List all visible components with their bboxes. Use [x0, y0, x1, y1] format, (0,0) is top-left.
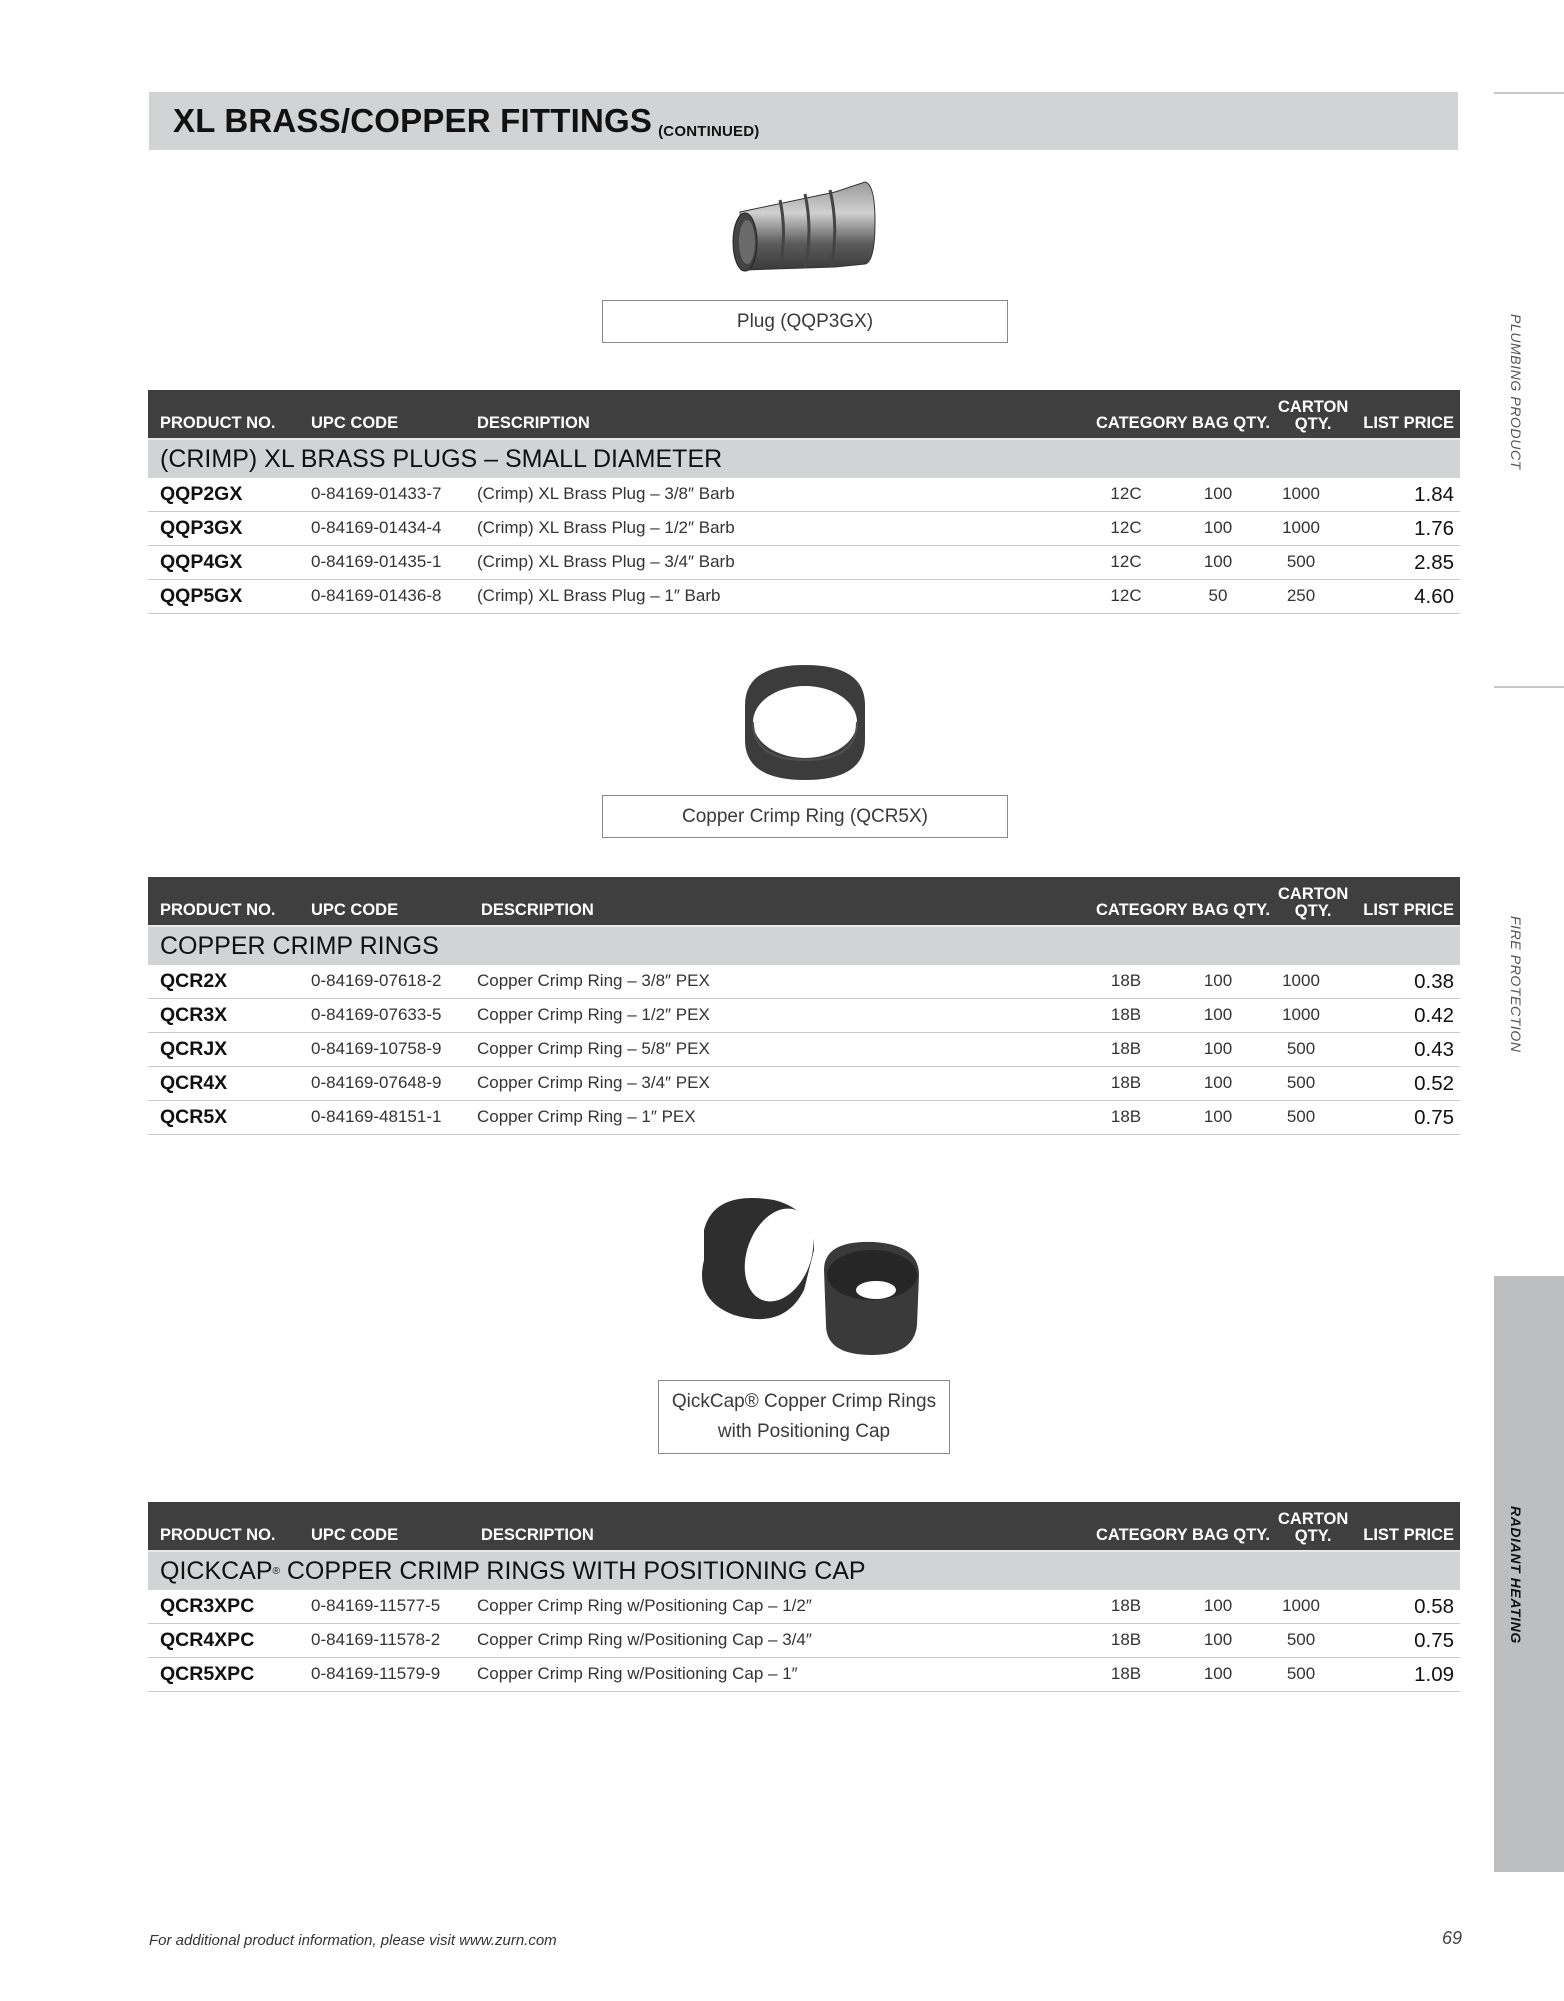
product-no: QCR2X: [160, 970, 228, 992]
list-price: 0.38: [1414, 970, 1454, 993]
product-no: QCR4X: [160, 1072, 228, 1094]
col-bag-qty: BAG QTY.: [1192, 1526, 1270, 1544]
page-title: [173, 102, 759, 140]
description: (Crimp) XL Brass Plug – 1/2″ Barb: [477, 518, 735, 537]
description: (Crimp) XL Brass Plug – 1″ Barb: [477, 586, 721, 605]
product-no: QQP5GX: [160, 585, 243, 607]
col-carton-qty-line2: QTY.: [1294, 902, 1332, 920]
caption-text: Plug (QQP3GX): [736, 310, 874, 332]
list-price: 1.76: [1414, 517, 1454, 540]
description: Copper Crimp Ring w/Positioning Cap – 1/2″: [477, 1596, 812, 1615]
upc-code: 0-84169-10758-9: [311, 1039, 442, 1058]
product-table-qickcap-rings: [148, 1502, 1460, 1692]
list-price: 0.42: [1414, 1004, 1454, 1027]
category: 18B: [1110, 1039, 1142, 1058]
page-number: 69: [1441, 1928, 1462, 1948]
carton-qty: 1000: [1282, 1005, 1320, 1024]
upc-code: 0-84169-07648-9: [311, 1073, 442, 1092]
section-title-brand: QICKCAP: [160, 1556, 273, 1585]
upc-code: 0-84169-07633-5: [311, 1005, 442, 1024]
upc-code: 0-84169-01433-7: [311, 484, 442, 503]
product-no: QQP4GX: [160, 551, 243, 573]
caption-text-line2: with Positioning Cap: [717, 1421, 891, 1442]
side-tab-divider: [1494, 92, 1564, 94]
figure-caption-plug: [602, 300, 1008, 343]
bag-qty: 100: [1203, 1005, 1233, 1024]
bag-qty: 100: [1203, 1664, 1233, 1683]
description: (Crimp) XL Brass Plug – 3/4″ Barb: [477, 552, 735, 571]
carton-qty: 500: [1286, 552, 1316, 571]
category: 18B: [1110, 1596, 1142, 1615]
col-category: CATEGORY: [1096, 414, 1188, 432]
category: 12C: [1110, 586, 1142, 605]
description: Copper Crimp Ring – 3/4″ PEX: [477, 1073, 710, 1092]
bag-qty: 100: [1203, 518, 1233, 537]
table-row: [148, 1101, 1460, 1135]
table-row: [148, 1658, 1460, 1692]
carton-qty: 1000: [1282, 518, 1320, 537]
upc-code: 0-84169-11579-9: [311, 1664, 441, 1683]
bag-qty: 100: [1203, 1073, 1233, 1092]
qickcap-rings-image: [684, 1180, 924, 1360]
col-upc-code: UPC CODE: [311, 414, 399, 432]
upc-code: 0-84169-01435-1: [311, 552, 442, 571]
carton-qty: 1000: [1282, 484, 1320, 503]
figure-caption-qickcap-rings: [658, 1380, 950, 1454]
side-tab-plumbing-product[interactable]: PLUMBING PRODUCT: [1508, 314, 1524, 470]
description: Copper Crimp Ring w/Positioning Cap – 1″: [477, 1664, 798, 1683]
list-price: 4.60: [1414, 585, 1454, 608]
carton-qty: 500: [1286, 1664, 1316, 1683]
registered-mark: ®: [272, 1565, 280, 1577]
upc-code: 0-84169-01434-4: [311, 518, 442, 537]
list-price: 0.75: [1414, 1106, 1454, 1129]
table-row: [148, 580, 1460, 614]
col-carton-qty: [1278, 886, 1348, 920]
caption-text-line1: QickCap® Copper Crimp Rings: [671, 1391, 937, 1412]
category: 18B: [1110, 1107, 1142, 1126]
category: 12C: [1110, 552, 1142, 571]
table-row: [148, 1624, 1460, 1658]
col-category: CATEGORY: [1096, 901, 1188, 919]
table-row: [148, 1033, 1460, 1067]
list-price: 0.52: [1414, 1072, 1454, 1095]
upc-code: 0-84169-01436-8: [311, 586, 442, 605]
upc-code: 0-84169-11577-5: [311, 1596, 441, 1615]
product-no: QQP2GX: [160, 483, 243, 505]
col-carton-qty-line1: CARTON: [1278, 885, 1349, 903]
col-carton-qty-line1: CARTON: [1278, 398, 1349, 416]
carton-qty: 250: [1286, 586, 1316, 605]
footer-note: For additional product information, please visit www.zurn.com: [149, 1932, 557, 1949]
list-price: 1.84: [1414, 483, 1454, 506]
category: 18B: [1110, 1005, 1142, 1024]
col-list-price: LIST PRICE: [1363, 901, 1454, 919]
product-no: QQP3GX: [160, 517, 243, 539]
description: (Crimp) XL Brass Plug – 3/8″ Barb: [477, 484, 735, 503]
product-no: QCR3X: [160, 1004, 228, 1026]
list-price: 0.75: [1414, 1629, 1454, 1652]
product-no: QCR5XPC: [160, 1663, 255, 1685]
page-title-continued: (CONTINUED): [658, 123, 760, 140]
brass-plug-image: [725, 172, 885, 292]
product-table-xl-brass-plugs: [148, 390, 1460, 614]
category: 12C: [1110, 484, 1142, 503]
side-tab-radiant-heating[interactable]: RADIANT HEATING: [1508, 1506, 1524, 1644]
table-header: [148, 877, 1460, 925]
carton-qty: 1000: [1282, 1596, 1320, 1615]
bag-qty: 100: [1203, 484, 1233, 503]
bag-qty: 50: [1208, 586, 1228, 605]
list-price: 0.43: [1414, 1038, 1454, 1061]
product-no: QCR4XPC: [160, 1629, 255, 1651]
carton-qty: 500: [1286, 1630, 1316, 1649]
category: 18B: [1110, 1664, 1142, 1683]
bag-qty: 100: [1203, 1039, 1233, 1058]
bag-qty: 100: [1203, 1596, 1233, 1615]
description: Copper Crimp Ring w/Positioning Cap – 3/4″: [477, 1630, 812, 1649]
table-row: [148, 512, 1460, 546]
col-carton-qty-line2: QTY.: [1294, 415, 1332, 433]
col-description: DESCRIPTION: [481, 1526, 594, 1544]
product-no: QCR3XPC: [160, 1595, 255, 1617]
carton-qty: 500: [1286, 1039, 1316, 1058]
col-upc-code: UPC CODE: [311, 901, 399, 919]
col-carton-qty: [1278, 1511, 1348, 1545]
figure-copper-crimp-ring: [602, 660, 1008, 838]
col-product-no: PRODUCT NO.: [160, 1526, 276, 1544]
page-title-bar: [149, 92, 1458, 150]
upc-code: 0-84169-07618-2: [311, 971, 442, 990]
col-description: DESCRIPTION: [481, 901, 594, 919]
carton-qty: 500: [1286, 1107, 1316, 1126]
section-title: [148, 1550, 1460, 1590]
product-table-copper-crimp-rings: [148, 877, 1460, 1135]
section-title: (CRIMP) XL BRASS PLUGS – SMALL DIAMETER: [148, 438, 1460, 478]
side-tab-fire-protection[interactable]: FIRE PROTECTION: [1508, 916, 1524, 1053]
table-row: [148, 999, 1460, 1033]
col-bag-qty: BAG QTY.: [1192, 414, 1270, 432]
product-no: QCR5X: [160, 1106, 228, 1128]
col-carton-qty-line2: QTY.: [1294, 1527, 1332, 1545]
table-header: [148, 390, 1460, 438]
table-row: [148, 1590, 1460, 1624]
col-list-price: LIST PRICE: [1363, 1526, 1454, 1544]
figure-qickcap-rings: [658, 1180, 950, 1454]
section-title-rest: COPPER CRIMP RINGS WITH POSITIONING CAP: [279, 1556, 866, 1585]
figure-caption-copper-crimp-ring: [602, 795, 1008, 838]
carton-qty: 1000: [1282, 971, 1320, 990]
section-title: COPPER CRIMP RINGS: [148, 925, 1460, 965]
description: Copper Crimp Ring – 1/2″ PEX: [477, 1005, 710, 1024]
description: Copper Crimp Ring – 1″ PEX: [477, 1107, 696, 1126]
col-description: DESCRIPTION: [477, 414, 590, 432]
table-row: [148, 478, 1460, 512]
category: 18B: [1110, 1630, 1142, 1649]
col-carton-qty: [1278, 399, 1348, 433]
list-price: 2.85: [1414, 551, 1454, 574]
side-tab-radiant-heating-active[interactable]: [1494, 1276, 1564, 1872]
col-product-no: PRODUCT NO.: [160, 901, 276, 919]
list-price: 0.58: [1414, 1595, 1454, 1618]
category: 18B: [1110, 1073, 1142, 1092]
upc-code: 0-84169-48151-1: [311, 1107, 442, 1126]
copper-crimp-ring-image: [735, 660, 875, 785]
table-row: [148, 965, 1460, 999]
bag-qty: 100: [1203, 971, 1233, 990]
category: 12C: [1110, 518, 1142, 537]
bag-qty: 100: [1203, 1630, 1233, 1649]
figure-plug: [602, 172, 1008, 343]
upc-code: 0-84169-11578-2: [311, 1630, 441, 1649]
description: Copper Crimp Ring – 5/8″ PEX: [477, 1039, 710, 1058]
col-list-price: LIST PRICE: [1363, 414, 1454, 432]
table-row: [148, 546, 1460, 580]
col-carton-qty-line1: CARTON: [1278, 1510, 1349, 1528]
col-upc-code: UPC CODE: [311, 1526, 399, 1544]
bag-qty: 100: [1203, 1107, 1233, 1126]
product-no: QCRJX: [160, 1038, 228, 1060]
carton-qty: 500: [1286, 1073, 1316, 1092]
table-header: [148, 1502, 1460, 1550]
col-product-no: PRODUCT NO.: [160, 414, 276, 432]
list-price: 1.09: [1414, 1663, 1454, 1686]
caption-text: Copper Crimp Ring (QCR5X): [681, 805, 928, 827]
table-row: [148, 1067, 1460, 1101]
col-category: CATEGORY: [1096, 1526, 1188, 1544]
description: Copper Crimp Ring – 3/8″ PEX: [477, 971, 710, 990]
category: 18B: [1110, 971, 1142, 990]
col-bag-qty: BAG QTY.: [1192, 901, 1270, 919]
side-tab-divider: [1494, 686, 1564, 688]
bag-qty: 100: [1203, 552, 1233, 571]
page-title-text: XL BRASS/COPPER FITTINGS: [173, 102, 653, 139]
